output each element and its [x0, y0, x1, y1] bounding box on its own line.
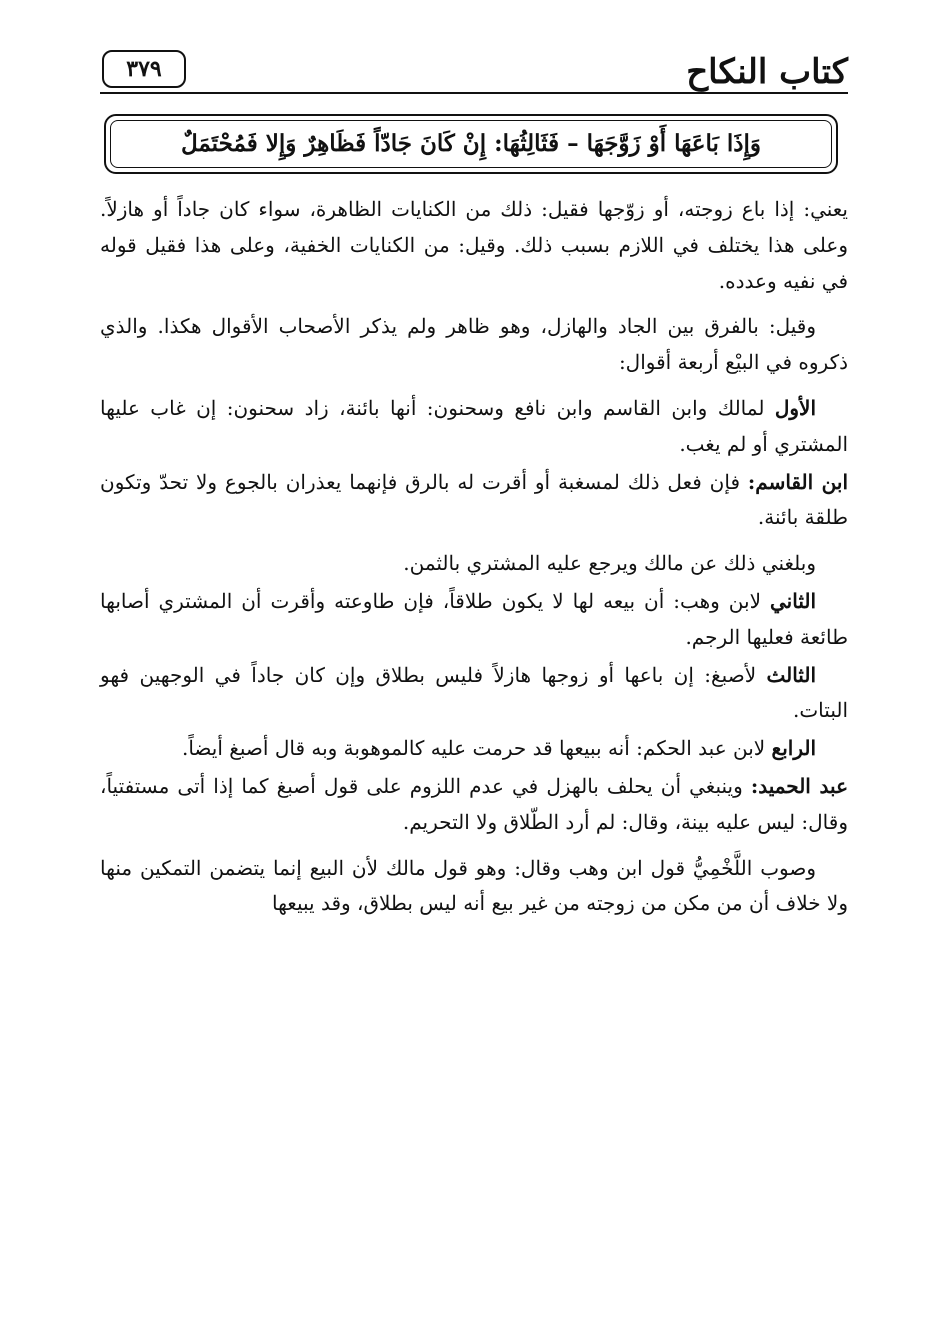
- paragraph-text: لابن وهب: أن بيعه لها لا يكون طلاقاً، فإن طاوعته وأقرت أن المشتري أصابها طائعة فعليها الرجم.: [100, 588, 848, 649]
- paragraph-lead: ابن القاسم:: [747, 469, 849, 494]
- paragraph-text: وقيل: بالفرق بين الجاد والهازل، وهو ظاهر ولم يذكر الأصحاب الأقوال هكذا. والذي ذكروه في البيْع أربعة أقوال:: [100, 314, 848, 375]
- paragraph: [100, 192, 848, 299]
- paragraph: [100, 465, 848, 537]
- paragraph-lead: عبد الحميد:: [750, 773, 848, 798]
- book-title: كتاب النكاح: [686, 52, 848, 92]
- paragraph-text: وينبغي أن يحلف بالهزل في عدم اللزوم على قول أصبغ كما إذا أتى مستفتياً، وقال: ليس عليه بينة، وقال: لم أرد الطّلاق ولا التحريم.: [100, 773, 848, 834]
- header-divider: [100, 92, 848, 94]
- paragraph-text: لمالك وابن القاسم وابن نافع وسحنون: أنها بائنة، زاد سحنون: إن غاب عليها المشتري أو لم يغب.: [100, 395, 848, 456]
- paragraph: [100, 546, 848, 582]
- paragraph-lead: الرابع: [771, 736, 816, 761]
- paragraph: [100, 731, 848, 767]
- paragraph-text: يعني: إذا باع زوجته، أو زوّجها فقيل: ذلك من الكنايات الظاهرة، سواء كان جاداً أو هازلاً. وعلى هذا يختلف في اللازم بسبب ذلك. وقيل: من الكنايات الخفية، وعلى هذا فقيل قوله في نفيه وعدده.: [100, 197, 848, 293]
- paragraph-text: وبلغني ذلك عن مالك ويرجع عليه المشتري بالثمن.: [403, 551, 816, 576]
- page-number: ٣٧٩: [126, 56, 162, 82]
- paragraph-lead: الثاني: [769, 588, 816, 613]
- paragraph-text: فإن فعل ذلك لمسغبة أو أقرت له بالرق فإنهما يعذران بالجوع ولا تحدّ وتكون طلقة بائنة.: [100, 469, 848, 530]
- paragraph-text: لابن عبد الحكم: أنه ببيعها قد حرمت عليه كالموهوبة وبه قال أصبغ أيضاً.: [181, 736, 772, 761]
- paragraph: [100, 851, 848, 923]
- page-number-frame: [102, 50, 186, 88]
- paragraph: [100, 584, 848, 656]
- paragraph-lead: الأول: [774, 395, 816, 420]
- paragraph: [100, 391, 848, 463]
- paragraph: [100, 658, 848, 730]
- paragraph-lead: الثالث: [766, 662, 816, 687]
- paragraph: [100, 769, 848, 841]
- paragraph-text: لأصبغ: إن باعها أو زوجها هازلاً فليس بطلاق وإن كان جاداً في الوجهين فهو البتات.: [100, 662, 848, 723]
- matn-text: وَإِذَا بَاعَهَا أَوْ زَوَّجَهَا – فَثَالِثُهَا: إِنْ كَانَ جَادّاً فَظَاهِرٌ وَإِلا فَمُحْتَمَلٌ: [180, 130, 762, 157]
- matn-inner-frame: [110, 120, 832, 168]
- matn-frame: [104, 114, 838, 174]
- paragraph: [100, 309, 848, 381]
- page-header: [100, 44, 848, 100]
- commentary-body: [100, 192, 848, 924]
- paragraph-text: وصوب اللَّخْمِيُّ قول ابن وهب وقال: وهو قول مالك لأن البيع إنما يتضمن التمكين منها ولا خلاف أن من مكن من زوجته من غير بيع أنه ليس بطلاق، وقد يبيعها: [100, 855, 848, 916]
